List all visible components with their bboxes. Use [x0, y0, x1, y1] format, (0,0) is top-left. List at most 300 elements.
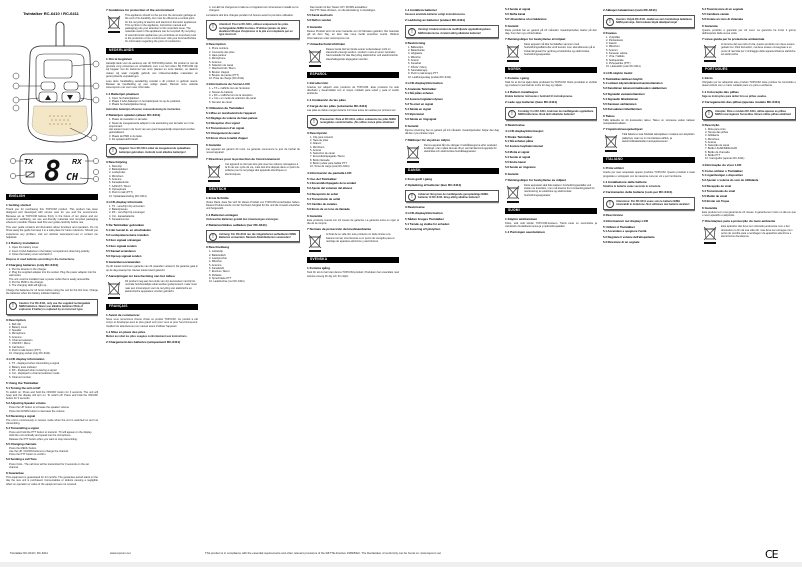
recycling-notice	[505, 184, 597, 204]
subsection-heading: 5.5 Byta kanal	[405, 112, 424, 117]
lcd-display-diagram	[8, 150, 100, 186]
section-heading: 4 Informazioni sul display LCD	[603, 218, 649, 223]
subsection-heading: 5.4 Sende et signal	[505, 154, 531, 159]
language-banner: ENGLISH	[6, 194, 98, 200]
list-item: 6. Channel selection	[9, 338, 33, 342]
list-item: 8. Botón llamada	[310, 158, 330, 162]
list-item: 2. Battery level indicator	[9, 365, 37, 369]
list-item: Press the MENU button.	[9, 446, 37, 450]
crossed-bin-icon	[405, 144, 421, 164]
subsection-heading: 5.5 Changement de canal	[206, 131, 240, 136]
section-heading: 1 Avant de commencer	[106, 313, 140, 318]
list-item: 5. Antenne	[109, 178, 122, 182]
paragraph: Mettez au rebut les piles usagées conformément aux instructions.	[106, 334, 188, 338]
list-item: 6. Kanavan valinta	[606, 52, 628, 56]
list-item: 10. Toma de carga (solo RC-6411)	[310, 165, 350, 169]
list-item: 9. Botão PTT	[705, 154, 721, 158]
section-heading: 6 Garantia	[702, 205, 718, 210]
paragraph: Charge the batteries for 14 hours before using the unit for the first time. Charge the batteries when the battery indicator flashes.	[6, 289, 98, 296]
paragraph: Tack för att du har köpt denna TOPCOM-produkt. Produkten har utvecklats med största omsorg för dig och för miljön.	[307, 271, 399, 278]
subsection-heading: 5.2 Luidsprekervolume instellen	[106, 233, 149, 238]
section-heading: 1.1 Installera batterier	[405, 8, 437, 12]
list-item: 8. Bouton d'appel	[209, 70, 230, 74]
subsection-heading: 5.2 Kaiuttimen äänenvoimakkuuden säätäminen	[603, 86, 667, 91]
list-item: 9. Botón pulsar para hablar PTT	[310, 162, 347, 166]
list-item: 4. Micrófono	[310, 145, 325, 149]
list-item: 4. Mikrofoni	[606, 45, 620, 49]
list-item: Press the PTT button to confirm.	[9, 453, 47, 457]
section-heading: 1.1 Battery installation	[6, 241, 40, 246]
section-heading: 1 Om te beginnen	[106, 56, 132, 61]
subsection-heading: 5.5 Cambio de canales	[307, 201, 338, 206]
paragraph: Denna utrustning har en garanti på 24 månader. Garantiperioden börjar den dag då den nya enheten köps.	[405, 128, 499, 136]
section-heading: 4 LCD-näytön tiedot	[603, 70, 633, 75]
caution-text: Opgelet: Voor RC-6411 enkel de meegeleverde oplaadbare batterijen gebruiken. Gebruik nooit alkaline batterijen!	[119, 147, 191, 154]
column-suomi-italiano	[603, 6, 695, 546]
subsection-heading: 5.3 Réception d'un signal	[206, 120, 240, 125]
crossed-bin-icon	[702, 225, 718, 245]
crossed-bin-icon	[307, 233, 323, 253]
instruction-list	[405, 46, 499, 79]
footer-website-link[interactable]: www.topcom.net	[110, 551, 131, 555]
subsection-heading: 5.2 Réglage du volume du haut-parleur	[206, 115, 258, 120]
crossed-bin-icon	[106, 280, 122, 300]
list-item: 2. Plug the supplied adapter into the socket. Plug the power adapter into the wall outlet.	[9, 271, 97, 278]
list-item: 1. Open het batterijdeksel.	[109, 96, 140, 100]
page-bottom-strip	[0, 562, 802, 567]
instruction-list	[307, 6, 399, 13]
language-banner: DANSK	[405, 168, 499, 174]
caution-box	[702, 107, 796, 120]
caution-text: Advarsel: Brug kun de medfølgende genopladelige NiMH-batterier til RC-6411. Brug aldrig alkaline batterier!	[418, 192, 489, 199]
list-item: 1. Plaats de toestellen in de lader.	[109, 118, 148, 122]
list-item: Press CALL. The call tone will be transmitted for 3 seconds on the set channel.	[9, 462, 89, 469]
list-item: 4. Microfone	[705, 137, 720, 141]
paragraph: Vielen Dank, dass Sie sich für dieses Produkt von TOPCOM entschieden haben. Dieses Produkt wurde mit der höchsten Sorgfalt für Sie und die Umwelt entworfen und hergestellt.	[206, 200, 300, 211]
paragraph: Este producto cuenta con 24 meses de garantía. La garantía entra en vigor el día de la compra.	[307, 218, 399, 226]
section-heading: 6 Garanti	[405, 123, 419, 128]
subsection-heading: 5.4 Signaalin lähettäminen	[603, 96, 639, 101]
subsection-heading: 5.6 Envoi d'une tonalité d'appel	[206, 136, 248, 141]
subsection-heading: 5.5 Kanaal veranderen	[106, 248, 136, 253]
caution-box	[603, 15, 695, 28]
section-heading: 3 Descripción	[307, 130, 328, 135]
section-heading: 3 Beschreibung	[206, 245, 230, 250]
instruction-list	[206, 87, 300, 103]
paragraph: Dette produkt har en garanti på 24 måneder. Garantiperioden starter på den dag, hvor den nye enhed købes.	[505, 28, 597, 35]
list-item: 7. Virta / Valikko	[606, 55, 625, 59]
instruction-list	[307, 136, 399, 169]
recycling-notice	[702, 43, 796, 63]
subsection-heading: 5.4 Trasmissione di un segnale	[702, 6, 744, 11]
subsection-heading: 5.2 Justere høyttalervolumet	[505, 144, 543, 149]
list-item: 3. Plaats het batterijdeksel terug.	[109, 103, 147, 107]
crossed-bin-icon	[206, 163, 222, 183]
recycling-notice	[307, 48, 399, 68]
list-item: 2. Couvercle des piles	[209, 50, 235, 54]
list-item: 6. Selecção de canal	[705, 144, 730, 148]
section-heading: 1 Getting started	[6, 203, 31, 207]
section-heading: 5 Använda Twintalker	[405, 86, 437, 91]
crossed-bin-icon	[505, 43, 521, 63]
list-item: 3. Speaker	[9, 329, 22, 333]
recycling-text: Al termine del suo ciclo di vita, questo prodotto non deve essere gettato tra i rifiuti domestici, ma deve essere consegnato a un punto di raccolta per il riciclaggio delle apparecchiature elettriche ed elettroniche.	[721, 43, 796, 57]
subsection-heading: 5.4 Transmitting a signal	[6, 425, 39, 430]
subsection-heading: 5.4 Sende et signal	[505, 6, 531, 11]
paragraph: Kassera använda batterier enligt instruktionerna.	[405, 13, 466, 16]
subsection-heading: 5.2 Adjusting Speaker volume	[6, 401, 46, 406]
subsection-heading: 5.1 Laitteen käynnistäminen/sammuttaminen	[603, 81, 663, 86]
language-banner: NORSK	[505, 67, 597, 73]
column-nederlands	[106, 6, 198, 546]
recycling-text: Dette apparatet skal ikke kastes i husholdningsavfallet ved slutten av levetiden, men må leveres til et innsamlingssted for resirkulering av elektriske og elektroniske husholdningsapparater.	[524, 183, 595, 197]
list-item: 4. Microphone	[9, 332, 26, 336]
crossed-bin-icon	[307, 48, 323, 68]
paragraph: Hartelijk dank voor de aankoop van dit TOPCOM-product. Dit product is met de grootste zorg ontworpen en ontwikkeld, voor u en het milieu. Bij TOPCOM zijn wij begaan met de toekomst van onze planeet en onze klanten, en daarom maken wij waar mogelijk gebruik van milieuvriendelijke materialen en gerecycleerde verpakkingen.	[106, 61, 198, 78]
walkie-talkie-illustration	[8, 16, 100, 146]
section-heading: 6 Takuu	[603, 113, 615, 118]
paragraph: Brukte batterier må kastes i henhold til instruksjonene.	[505, 94, 573, 98]
subsection-heading: 5.5 Cambiare canale	[702, 11, 729, 16]
subsection-heading: 5.5 Mudar de canal	[702, 193, 728, 198]
caution-text: Attention! Pour le RC-6411, utilisez uniquement les piles rechargeables NiMH fournies. N'utilisez jamais de piles alcalines! Risque d'explosion si la pile est remplacée par un type incorrect.	[219, 23, 293, 37]
document-title: Twintalker RC-6410 / RC-6411	[23, 11, 79, 16]
caution-box	[405, 25, 499, 38]
list-item: 8. Botão de chamada	[705, 150, 730, 154]
instruction-list	[206, 47, 300, 80]
list-item: 7. AAN/UIT / Menu	[109, 184, 131, 188]
list-item: 1. Vyöpidike	[606, 35, 621, 39]
subsection-heading: 5.3 Een signaal ontvangen	[106, 238, 142, 243]
warning-icon: !	[508, 110, 516, 118]
list-item: 10. Carregador (apenas RC-6411)	[705, 157, 745, 161]
recycling-notice	[702, 225, 796, 245]
subsection-heading: 5.2 Ajuste del volumen del altavoz	[307, 186, 353, 191]
instruction-list	[206, 6, 300, 13]
list-item: 6. Kanaalselectie	[109, 181, 129, 185]
list-item: 2. Plaats 3 AAA-batterijen in het batterijvak, let op de polariteit.	[109, 99, 181, 103]
instruction-list	[6, 323, 98, 356]
subsection-heading: 5.6 Udsendelse af en kaldetone	[505, 16, 547, 21]
section-heading: 1.1 Batterijen plaatsen	[106, 91, 139, 96]
list-item: 3. Put the PMR in the charger.	[9, 281, 44, 285]
warning-icon: !	[209, 233, 217, 241]
list-item: 2. Batteriefach	[209, 253, 226, 257]
caution-box	[106, 144, 198, 157]
list-item: 3. Högtalare	[408, 52, 423, 56]
language-banner: ESPAÑOL	[307, 72, 399, 78]
subsection-heading: 5.3 Ricezione di un segnale	[603, 239, 640, 244]
instruction-list	[6, 431, 98, 441]
section-heading: 5 Sådan bruges Twintalker	[405, 217, 444, 222]
section-heading: 2 Laddning av batterier (endast RC-6411)	[405, 18, 465, 23]
list-item: 1. TX - verschijnt bij verzenden	[109, 204, 145, 208]
list-item: 6. Selección de canal	[310, 152, 335, 156]
subsection-heading: 5.1 Tænde og slukke for enheden	[405, 221, 450, 226]
section-heading: 3 Description	[206, 42, 226, 47]
paragraph: Questo prodotto è garantito per 24 mesi. La garanzia ha inizio il giorno dell'acquisto della nuova unità.	[702, 28, 796, 35]
subsection-heading: 5.3 Motta et signal	[505, 149, 530, 154]
paragraph: Este produto tem uma garantia de 24 meses. A garantia tem início no dia em que o novo aparelho é adquirido.	[702, 210, 796, 218]
section-heading: 3 Kuvaus	[603, 30, 617, 35]
instruction-list	[702, 128, 796, 161]
recycling-text: Dit product mag aan het einde van zijn levensduur niet bij het normale huishoudelijke afval worden gedeponeerd, maar moet naar een inzamelpunt voor de recycling van elektrische en elektronische apparatuur worden gebracht.	[125, 280, 197, 293]
recycling-notice	[206, 163, 300, 183]
list-item: 1. Gürtelclip	[209, 250, 223, 254]
language-banner: DEUTSCH	[206, 187, 300, 193]
lcd-tx-label: TX	[24, 159, 33, 166]
list-item: 4. Microfoon	[109, 174, 124, 178]
list-item: 10. Oplaadaansluiting (RC-6411)	[109, 194, 147, 198]
section-heading: 5 Twintalker-laitteen käyttö	[603, 76, 643, 81]
paragraph: Thank you for purchasing this TOPCOM product. This product has been designed and developed with utmost care for you and the environment. Because we at TOPCOM believe firmly in the future of our planet and our customers' wellbeing, we use eco-friendly materials and recycled packaging wherever possible. Please read this user guide carefully before use.	[6, 208, 98, 225]
section-heading: 5 Uso del Twintalker	[307, 176, 337, 181]
list-item: 10. Laddningsuttag (endast RC-6411)	[408, 75, 452, 79]
recycling-notice	[603, 133, 695, 153]
list-item: 1. Pince ceinture	[209, 47, 229, 51]
caution-text: Caution: For RC-6411, only use the supplied rechargeable NiMH batteries. Never use alkaline batteries! Risk of explosion if battery is replaced by an incorrect type.	[19, 301, 91, 312]
subsection-heading: 5.2 Justering af lydstyrken	[405, 226, 441, 231]
list-item: 10. Ladebuchse (nur RC-6411)	[209, 280, 245, 284]
subsection-heading: 5.5 Skifte kanal	[505, 11, 526, 16]
paragraph: Lees deze handleiding aandachtig voordat u dit product in gebruik neemt. Bewaar de handleiding op een veilige plaats. Bezoek onze website www.topcom.net voor meer informatie.	[106, 79, 198, 90]
paragraph: This user guide contains all information about functions and operation. Do not throw away the guide but keep it in a safe place for future reference. Should you experience any problem, visit our website www.topcom.net or contact our helpdesk.	[6, 226, 98, 239]
subsection-heading: 5.3 Recepción de señal	[307, 191, 338, 196]
caution-text: Atenção: Para o modelo RC-6411, utilize apenas as pilhas NiMH recarregáveis fornecidas. Nunca utilize pilhas alcalinas!	[715, 110, 792, 117]
instruction-list	[206, 250, 300, 283]
section-heading: 2 Chargement des batteries (uniquement RC-6411)	[106, 340, 181, 345]
section-heading: 6 Garantie	[307, 24, 323, 29]
subsection-heading: 5.1 Ligar/desligar o dispositivo	[702, 173, 744, 178]
list-item: 7. PÅ/AV / Meny	[408, 65, 427, 69]
recycling-notice	[307, 233, 399, 253]
section-heading: 1.1 Instalación de las pilas	[307, 97, 346, 102]
paragraph: Gebruikte batterijen afvoeren overeenkomstig de instructies.	[106, 107, 181, 111]
instruction-list	[106, 97, 198, 107]
subsection-heading: 5.1 Het toestel in- en uitschakelen	[106, 227, 151, 232]
paragraph: Cet appareil est garanti 24 mois. La garantie commence le jour de l'achat du nouvel appareil.	[206, 148, 300, 155]
section-heading: 1 Komme i gang	[505, 76, 529, 81]
column-english	[6, 190, 98, 540]
section-heading: 5 Bruke Twintalker	[505, 134, 533, 139]
section-heading: 1.1 Batterien einlegen	[206, 212, 238, 217]
paragraph: La batterie doit être chargée pendant 14 heures avant la première utilisation.	[206, 13, 294, 17]
lcd-digit: 8	[44, 155, 61, 186]
list-item: 9. Push to talk (PTT)	[109, 191, 133, 195]
list-item: 1. Mola para cinto	[705, 127, 726, 131]
list-item: 9. Bouton de parole (PTT)	[209, 73, 239, 77]
warning-icon: !	[209, 23, 217, 31]
section-heading: 4 LCD-displayinformation	[405, 211, 443, 216]
lcd-rx-label: RX	[72, 159, 82, 166]
section-heading: 7 Ympäristönsuojeluohjeet	[603, 127, 643, 132]
list-item: 4. CH - displayed in channel selection mode	[9, 372, 60, 376]
section-heading: 5 Using the Twintalker	[6, 380, 39, 385]
section-heading: 1 Erste Schritte	[206, 195, 229, 200]
section-heading: 4 Información de pantalla LCD	[307, 170, 352, 175]
subsection-heading: 5.5 Kanal wechseln	[307, 13, 333, 18]
list-item: 2. Batterijniveau	[109, 208, 128, 212]
instruction-list	[6, 268, 98, 288]
subsection-heading: 5.1 Accendere e spegnere l'unità	[603, 229, 647, 234]
list-item: 6. Kanalwahl	[209, 266, 224, 270]
section-heading: 4 LCD display information	[6, 357, 45, 362]
list-item: 2. Paristokansi	[606, 38, 624, 42]
list-item: 4. Microphone	[209, 57, 226, 61]
section-heading: 5 De Twintalker gebruiken	[106, 223, 145, 228]
list-item: 4. Mikrofon	[408, 55, 421, 59]
section-heading: 1 Komma igång	[307, 266, 331, 271]
section-heading: 7 Linee guida per la protezione ambientale	[702, 37, 765, 42]
column-dansk-norsk-suomi	[505, 6, 597, 546]
list-item: 1. Bältesclips	[408, 45, 424, 49]
section-heading: 4 LCD-display informatie	[106, 199, 143, 204]
section-heading: 5 Como utilizar o Twintalker	[702, 168, 743, 173]
list-item: 3. Luidspreker	[109, 171, 126, 175]
lcd-ch-label: CH	[66, 172, 79, 183]
subsection-heading: 5.6 Sända en ringsignal	[405, 117, 437, 122]
subsection-heading: 5.3 Recepção de sinal	[702, 183, 732, 188]
recycling-text: Al final de su vida útil, este producto no debe tirarse a la basura normal, sino llevarse a un punto de recogida para el reciclaje de aparatos eléctricos y electrónicos.	[326, 233, 395, 243]
list-item: 6. Sélection de canal	[209, 63, 234, 67]
list-item: 2. Batterilucka	[408, 49, 425, 53]
list-item: 5. Antena	[310, 148, 321, 152]
section-heading: 7 Riktlinjer för skydd av miljön	[405, 137, 450, 142]
subsection-heading: 5.3 Signaalin vastaanottaminen	[603, 91, 645, 96]
list-item: 5. Kanaalnummer	[109, 218, 130, 222]
warning-icon: !	[408, 193, 416, 201]
list-item: 4. CH - kanaalselectie	[109, 214, 135, 218]
list-item: 2. Tampa das pilhas	[705, 130, 729, 134]
section-heading: 2 Carga de las pilas (solamente RC-6411)	[307, 103, 368, 108]
subsection-heading: 5.2 Regolare il volume dell'altoparlante	[603, 234, 655, 239]
section-heading: 2 Lade opp batterier (bare RC-6411)	[505, 100, 558, 105]
paragraph: Gracias por adquirir este producto de TOPCOM. Este producto ha sido diseñado y desarrollado con el mayor cuidado para usted y para el medio ambiente.	[307, 85, 399, 96]
recycling-text: Tätä laitetta ei saa hävittää talousjätteen mukana sen käyttöiän päätyttyä, vaan se on toimitettava sähkö- ja elektroniikkalaitteiden keräyspisteeseen.	[622, 133, 695, 143]
list-item: Release the PTT button when you want to stop transmitting.	[9, 437, 78, 441]
list-item: 5. Antenne	[209, 60, 222, 64]
caution-text: Forsiktig: For RC-6411, bruk kun de medfølgende oppladbare NiMH-batteriene. Bruk aldri alkaliske batterier!	[518, 110, 594, 117]
language-banner: ITALIANO	[603, 157, 695, 163]
instruction-list	[6, 406, 98, 413]
warning-icon: !	[606, 200, 614, 208]
list-item: 3. Altavoz	[310, 142, 322, 146]
recycling-text: Dette apparat må ikke bortskaffes sammen med husholdningsaffald efter endt levetid, men skal afleveres på et indsamlingssted for genbrug af elektriske og elektroniske husholdningsapparater.	[524, 43, 596, 57]
paragraph: To switch on: Press and hold the ON/OFF button for 3 seconds. The unit will beep and the display will turn on. To switch off: Press and hold the ON/OFF button for 3 seconds.	[6, 390, 98, 401]
paragraph: Takk for at du har kjøpt dette produktet fra TOPCOM. Dette produktet er utviklet og produsert med største omhu for deg og miljøet.	[505, 81, 597, 88]
section-heading: 2 Charging batteries (only RC-6411)	[6, 262, 59, 267]
caution-text: Huomio: Käytä RC-6411 -malleissa vain toimitettuja ladattavia NiMH-paristoja. Älä koskaan käytä alkaliparistoja!	[616, 18, 692, 25]
recycling-text: Cet appareil ne doit pas être jeté avec les ordures ménagères à la fin de son cycle de vie, mais doit être déposé dans un point de collecte pour le recyclage des appareils électriques et électroniques.	[225, 162, 300, 176]
list-item: 2. Niveau de batterie	[209, 90, 233, 94]
list-item: 8. Call button	[9, 345, 25, 349]
recycling-text: Denna apparat får inte slängas i hushållssoporna efter avslutad livslängd, utan måste lämnas till en central återvinningsplats för elektriska och elektroniska hushållsapparater.	[424, 143, 497, 154]
section-heading: 2 Batterien/Akkus aufladen (nur RC-6411)	[206, 222, 267, 227]
footer-compliance: This product is in compliance with the essential requirements and other relevant provisions of the R&TTE directive 1999/5/EC. The Declaration of conformity can be found on: www.topcom.net	[205, 551, 441, 555]
subsection-heading: 5.1 Encendido/Apagado de la unidad	[307, 181, 356, 186]
list-item: 3. RX - verschijnt bij ontvangen	[109, 211, 145, 215]
paragraph: Las pilas se deben cargar durante 14 horas antes de usarlas por primera vez.	[307, 108, 397, 112]
subsection-heading: 5.6 Envío de un tono de llamada	[307, 207, 350, 212]
list-item: 1. TX - displayed when transmitting a signal	[9, 362, 60, 366]
section-heading: 1.1 Batteri-installasjon	[505, 89, 539, 94]
subsection-heading: 5.1 Mise en marche/arrêt de l'appareil	[206, 110, 256, 115]
section-heading: 3 Beschrijving	[106, 159, 128, 164]
subsection-heading: 5.3 Ta emot en signal	[405, 101, 434, 106]
list-item: 1. Riemclip	[109, 164, 122, 168]
subsection-heading: 5.1 Turning the unit on/off	[6, 385, 41, 390]
section-heading: 1 Käytön aloittaminen	[505, 216, 538, 221]
list-item: 1. Put the devices in the charger.	[9, 267, 47, 271]
list-item: 9. Push to talk button (PTT)	[9, 348, 41, 352]
section-heading: 7 Guidelines for protection of the environment	[106, 8, 175, 12]
instruction-list	[6, 246, 98, 256]
recycling-text: Dieses Gerät darf am Ende seiner Lebensdauer nicht im Hausmüll entsorgt werden, sondern muss an einer zentralen Sammelstelle für das Recycling elektrischer und elektronischer Haushaltsgeräte abgegeben werden.	[326, 47, 399, 61]
subsection-heading: 5.6 Rufton senden	[307, 18, 332, 23]
list-item: 1. Belt clip	[9, 322, 21, 326]
section-heading: 7 Retningslinjer for beskyttelse af miljøet	[505, 37, 566, 42]
column-deutsch-espanol	[307, 6, 399, 546]
subsection-heading: 5.2 Ajustar o volume do som do Altifalante	[702, 178, 759, 183]
column-francais-deutsch	[206, 6, 300, 546]
section-heading: 2 Caricamento delle batterie (solo per RC-6411)	[603, 190, 673, 195]
caution-box	[405, 190, 499, 203]
list-item: 9. Sprechtaste PTT	[209, 276, 232, 280]
section-heading: 2 Carregamento das pilhas (apenas modelo RC-6411)	[702, 100, 781, 105]
instruction-list	[106, 118, 198, 141]
section-heading: 1 Primi utilizzi	[603, 166, 624, 171]
paragraph: Nous vous remercions d'avoir choisi ce produit TOPCOM. Ce produit a été conçu et développé avec le plus grand soin pour vous et pour l'environnement. Veuillez lire attentivement ce manuel avant d'utiliser l'appareil.	[106, 318, 198, 328]
list-item: 3. « RX » s'affiche lors de la réception	[209, 94, 253, 98]
paragraph: This equipment is guaranteed for 24 months. The guarantee period starts on the day the new unit is purchased. Consumables or defects causing a negligible effect on operation or value of the equipment are not covered.	[6, 476, 98, 486]
section-heading: 7 Directives pour la protection de l'environnement	[206, 156, 280, 161]
section-heading: 1.1 Paristojen asentaminen	[505, 230, 545, 235]
section-heading: 3 Beskrivelse	[505, 122, 525, 127]
subsection-heading: 5.6 Kutsuäänen lähettäminen	[603, 107, 642, 112]
caution-box	[603, 197, 695, 210]
subsection-heading: 5.6 Inviare un tono di chiamata	[702, 16, 743, 21]
crossed-bin-icon	[505, 184, 521, 204]
section-heading: 1 Kom godt i gang	[405, 176, 432, 181]
language-banner: PORTUGUÊS	[702, 67, 796, 73]
list-item: 2. Insert 3 AAA batteries in the battery compartment observing polarity.	[9, 249, 90, 253]
section-heading: 2 Opladning af batterier (kun RC-6411)	[405, 182, 462, 187]
ce-mark: CE	[765, 548, 778, 561]
list-item: Hold the unit vertically and speak into the microphone.	[9, 434, 72, 438]
recycling-notice	[106, 280, 198, 300]
section-heading: 7 Orientações para a protecção do meio ambiente	[702, 219, 776, 224]
list-item: 5. Antenn	[408, 59, 419, 63]
list-item: 7. Marche/Arrêt / Menu	[209, 67, 236, 71]
list-item: 5. Antena	[705, 140, 716, 144]
subsection-heading: 5.4 Een signaal zenden	[106, 243, 137, 248]
list-item: 8. Oproeptoets	[109, 187, 127, 191]
list-item: 10. Charging socket (only RC-6411)	[9, 352, 51, 356]
section-heading: 7 Umweltschutzrichtlinien	[307, 41, 346, 46]
list-item: 4. « CH » en mode de sélection de canal	[209, 97, 256, 101]
warning-icon: !	[408, 28, 416, 36]
list-item: 5. Channel number	[9, 375, 32, 379]
column-italiano-portugues	[702, 6, 796, 546]
language-banner: SVENSKA	[307, 257, 399, 263]
recycling-text: Este aparelho não deve ser colocado juntamente com o lixo doméstico no fim da sua vida útil, mas deve ser entregue num ponto de recolha para a reciclagem de aparelhos eléctricos e electrónicos domésticos.	[721, 225, 793, 239]
section-heading: 3 Beskrivning	[405, 40, 426, 45]
section-heading: 4 LCD-displayinformation	[405, 80, 443, 85]
caution-box	[505, 107, 597, 120]
recycling-notice	[505, 43, 597, 63]
section-heading: 1 Introducción	[307, 80, 329, 85]
subsection-heading: 5.5 Changing channels	[6, 441, 37, 446]
